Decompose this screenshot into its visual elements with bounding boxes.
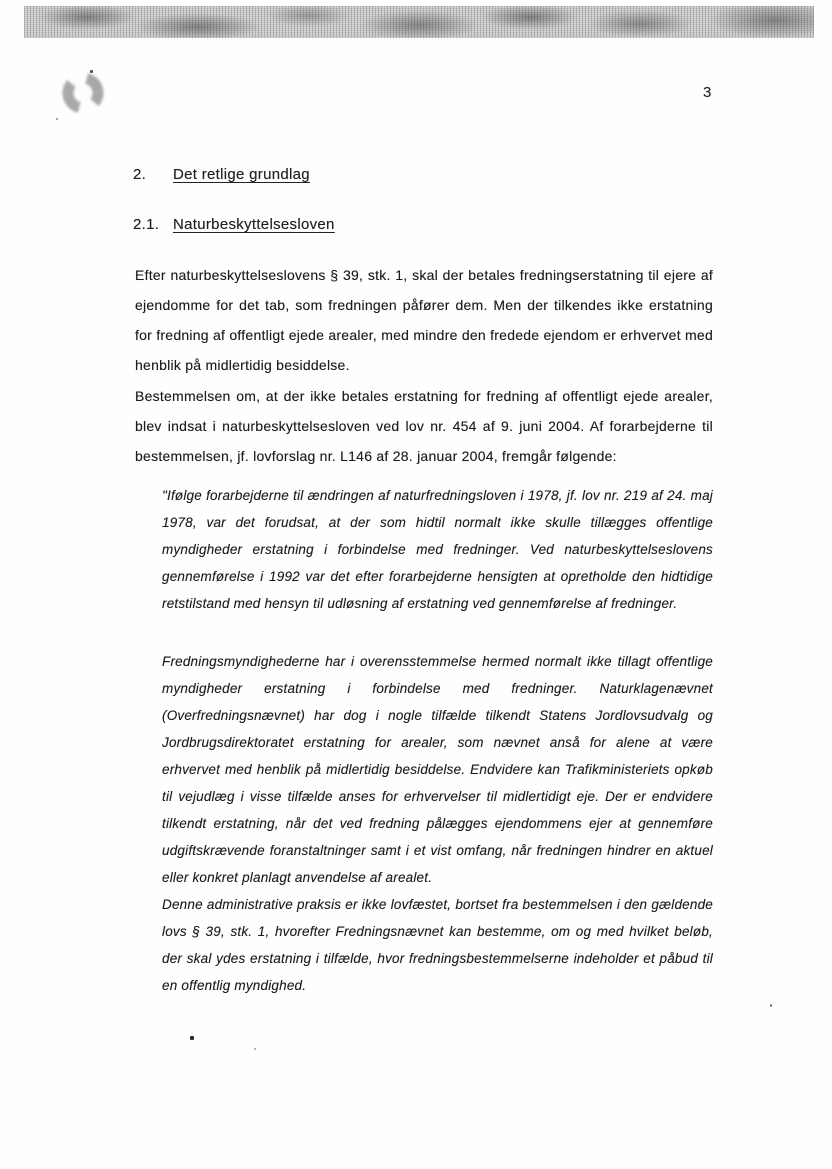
section-heading-2-1 <box>133 216 335 233</box>
scan-speck <box>190 1036 194 1040</box>
section-number: 2. <box>133 166 147 183</box>
hole-punch-stamp-icon <box>56 64 112 122</box>
scan-speck <box>56 118 58 120</box>
scan-speck <box>254 1048 256 1050</box>
quote-paragraph-2: Fredningsmyndighederne har i overensstemmelse hermed normalt ikke tillagt offentlige myndigheder erstatning i forbindelse med fredninger. Naturklagenævnet (Overfredningsnævnet) har dog i nogle tilfælde tilkendt Statens Jordlovsudvalg og Jordbrugsdirektoratet erstatning for arealer, som nævnet anså for alene at være erhvervet med henblik på midlertidig besiddelse. Endvidere kan Trafikministeriets opkøb til vejudlæg i visse tilfælde anses for erhvervelser til midlertidigt eje. Der er endvidere tilkendt erstatning, når det ved fredning pålægges ejendommens ejer at gennemføre udgiftskrævende foranstaltninger samt i et vist omfang, når fredningen hindrer en aktuel eller konkret planlagt anvendelse af arealet. <box>162 654 713 885</box>
scan-speck <box>90 70 93 73</box>
quote-paragraph-3: Denne administrative praksis er ikke lovfæstet, bortset fra bestemmelsen i den gældende lovs § 39, stk. 1, hvorefter Fredningsnævnet kan bestemme, om og med hvilket beløb, der skal ydes erstatning i tilfælde, hvor fredningsbestemmelserne indeholder et påbud til en offentlig myndighed. <box>162 897 713 993</box>
body-paragraph-1: Efter naturbeskyttelseslovens § 39, stk. 1, skal der betales fredningserstatning til ejere af ejendomme for det tab, som fredningen påfører dem. Men der tilkendes ikke erstatning for fredning af offentligt ejede arealer, med mindre den fredede ejendom er erhvervet med henblik på midlertidig besiddelse. <box>135 267 713 373</box>
scan-speck <box>770 1004 772 1007</box>
body-paragraph-2: Bestemmelsen om, at der ikke betales erstatning for fredning af offentligt ejede arealer, blev indsat i naturbeskyttelsesloven ved lov nr. 454 af 9. juni 2004. Af forarbejderne til bestemmelsen, jf. lovforslag nr. L146 af 28. januar 2004, fremgår følgende: <box>135 388 713 464</box>
subsection-number: 2.1. <box>133 216 160 233</box>
page-number: 3 <box>703 84 712 101</box>
section-heading-2 <box>133 166 310 183</box>
quote-paragraph-1: "Ifølge forarbejderne til ændringen af naturfredningsloven i 1978, jf. lov nr. 219 af 24. maj 1978, var det forudsat, at der som hidtil normalt ikke skulle tillægges offentlige myndigheder erstatning i forbindelse med fredninger. Ved naturbeskyttelseslovens gennemførelse i 1992 var det efter forarbejderne hensigten at opretholde den hidtidige retstilstand med hensyn til udløsning af erstatning ved gennemførelse af fredninger. <box>162 488 713 611</box>
subsection-title: Naturbeskyttelsesloven <box>173 216 335 233</box>
section-title: Det retlige grundlag <box>173 166 310 183</box>
stamp-arcs-icon <box>56 64 112 122</box>
scan-artifact-band <box>24 6 814 38</box>
